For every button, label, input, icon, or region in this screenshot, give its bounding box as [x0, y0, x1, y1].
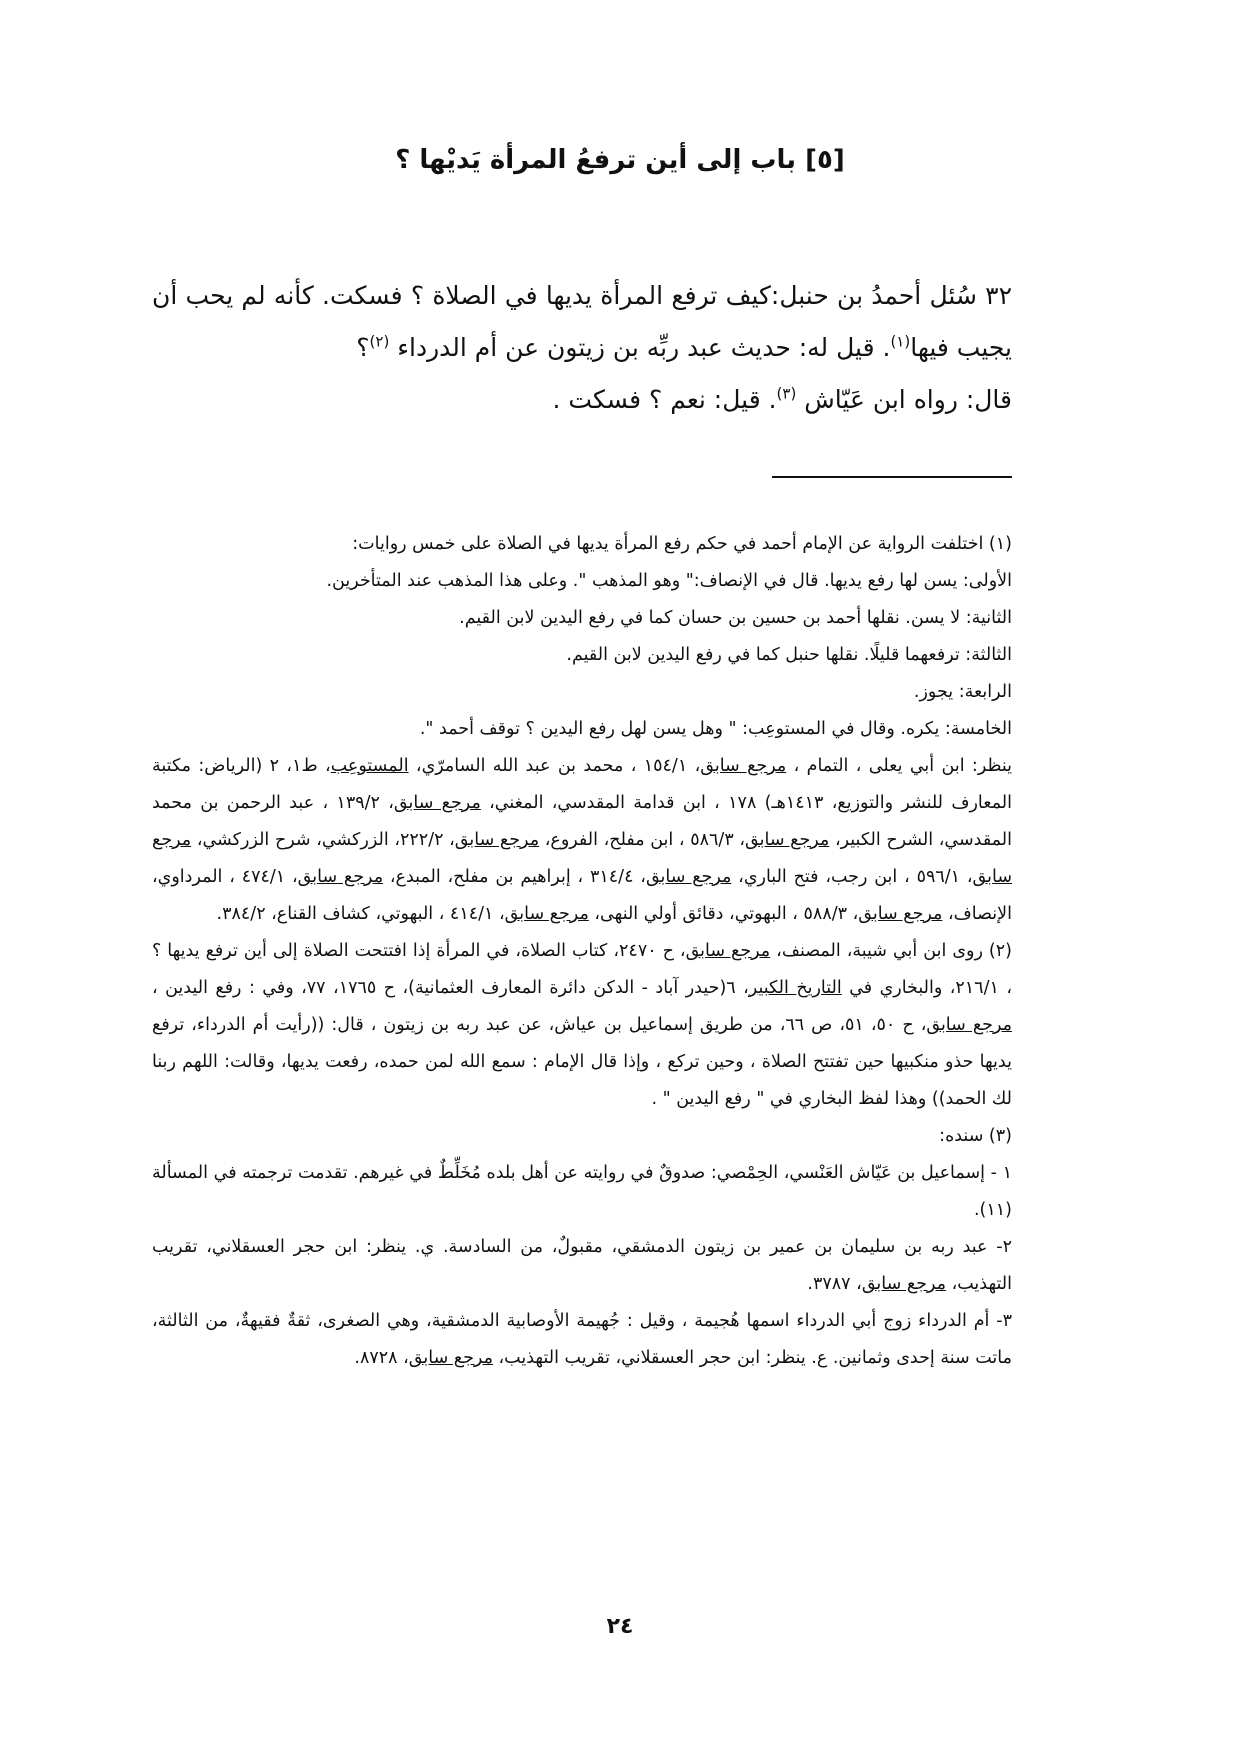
- reference-link[interactable]: مرجع سابق: [858, 904, 943, 924]
- footnote-3-intro: (٣) سنده:: [939, 1126, 1012, 1146]
- question-text-cont: . قيل له: حديث عبد ربِّه بن زيتون عن أم الدرداء: [389, 333, 891, 362]
- source-text: ، ٥٨٨/٣ ، البهوتي، دقائق أولي النهى،: [588, 904, 859, 924]
- source-text: ، ٥٨٦/٣ ، ابن مفلح، الفروع،: [539, 830, 746, 850]
- footnotes-section: [152, 526, 1012, 1377]
- reference-link[interactable]: مرجع سابق: [700, 756, 787, 776]
- reference-link[interactable]: مرجع سابق: [926, 1015, 1012, 1035]
- reference-link-tarikh[interactable]: التاريخ الكبير: [748, 978, 842, 998]
- question-paragraph: [152, 270, 1012, 374]
- question-text: ٣٢ سُئل أحمدُ بن حنبل:كيف ترفع المرأة يديها في الصلاة ؟ فسكت. كأنه لم يحب أن يجيب فيها: [152, 281, 1012, 362]
- chapter-heading: [٥] باب إلى أين ترفعُ المرأة يَديْها ؟: [395, 145, 845, 175]
- reference-link-mustawib[interactable]: المستوعِب: [330, 756, 409, 776]
- footnote-1-riwaya-3: الثالثة: ترفعهما قليلًا. نقلها حنبل كما في رفع اليدين لابن القيم.: [566, 645, 1012, 665]
- source-text: ، ح ٢٤٧٠، كتاب الصلاة، في المرأة إذا افتتحت الصلاة إلى أين ترفع يديها ؟ ، ٢١٦/١، والبخاري في: [152, 941, 1012, 998]
- source-text: ، ٣٧٨٧.: [807, 1274, 862, 1294]
- source-text: ، ٨٧٢٨.: [354, 1348, 409, 1368]
- footnote-1-riwaya-5: الخامسة: يكره. وقال في المستوعِب: " وهل يسن لهل رفع اليدين ؟ توقف أحمد ".: [419, 719, 1012, 739]
- source-text: ، ح ٥٠، ٥١، ص ٦٦، من طريق إسماعيل بن عياش، عن عبد ربه بن زيتون ، قال: ((رأيت أم الدرداء، ترفع يديها حذو منكبيها حين تفتتح الصلاة ، وحين تركع ، وإذا قال الإمام : سمع الله لمن حمده، رفعت يديها، وقالت: اللهم ربنا لك الحمد)) وهذا لفظ البخاري في " رفع اليدين " .: [152, 1015, 1012, 1109]
- footnote-1-sources: [152, 748, 1012, 933]
- source-text: ، ط١، ٢ (الرياض: مكتبة المعارف للنشر والتوزيع، ١٤١٣هـ) ١٧٨ ، ابن قدامة المقدسي، المغني،: [152, 756, 1013, 813]
- source-text: ٣- أم الدرداء زوج أبي الدرداء اسمها هُجيمة ، وقيل : جُهيمة الأوصابية الدمشقية، وهي الصغرى، ثقةٌ فقيهةٌ، من الثالثة، ماتت سنة إحدى وثمانين. ع. ينظر: ابن حجر العسقلاني، تقريب التهذيب،: [152, 1311, 1012, 1368]
- source-text: ، ٢٢٢/٢، الزركشي، شرح الزركشي،: [191, 830, 455, 850]
- reference-link[interactable]: مرجع سابق: [393, 793, 481, 813]
- reference-link[interactable]: مرجع سابق: [454, 830, 540, 850]
- source-text: ، ٤٧٤/١ ، المرداوي، الإنصاف،: [152, 867, 1012, 924]
- main-body: [152, 270, 1012, 426]
- page-number: ٢٤: [606, 1614, 634, 1639]
- footnote-1-riwaya-1: الأولى: يسن لها رفع يديها. قال في الإنصاف:" وهو المذهب ". وعلى هذا المذهب عند المتأخرين.: [326, 571, 1012, 591]
- footnote-3-narrator-2: [152, 1229, 1012, 1303]
- answer-text-cont: . قيل: نعم ؟ فسكت .: [552, 385, 777, 414]
- question-mark: ؟: [356, 333, 370, 362]
- source-text: ينظر: ابن أبي يعلى ، التمام ،: [786, 756, 1012, 776]
- footnote-3-narrator-3: [152, 1303, 1012, 1377]
- source-text: ، ١٥٤/١ ، محمد بن عبد الله السامرّي،: [408, 756, 701, 776]
- source-text: ، ١٣٩/٢ ، عبد الرحمن بن محمد المقدسي، الشرح الكبير،: [152, 793, 1012, 850]
- footnote-1-intro: (١) اختلفت الرواية عن الإمام أحمد في حكم رفع المرأة يديها في الصلاة على خمس روايات:: [352, 534, 1012, 554]
- answer-text: قال: رواه ابن عَيّاش: [796, 385, 1012, 414]
- footnote-ref-1[interactable]: (١): [890, 332, 911, 351]
- reference-link[interactable]: مرجع سابق: [861, 1274, 946, 1294]
- reference-link[interactable]: مرجع سابق: [504, 904, 589, 924]
- footnote-ref-3[interactable]: (٣): [776, 384, 797, 403]
- footnote-2: [152, 933, 1012, 1118]
- reference-link[interactable]: مرجع سابق: [745, 830, 830, 850]
- source-text: ، ٥٩٦/١ ، ابن رجب، فتح الباري،: [731, 867, 973, 887]
- footnote-3-narrator-1: ١ - إسماعيل بن عَيّاش العَنْسي، الحِمْصي: صدوقٌ في روايته عن أهل بلده مُخَلِّطٌ في غيرهم. تقدمت ترجمته في المسألة (١١).: [152, 1163, 1012, 1220]
- source-text: ٢- عبد ربه بن سليمان بن عمير بن زيتون الدمشقي، مقبولٌ، من السادسة. ي. ينظر: ابن حجر العسقلاني، تقريب التهذيب،: [152, 1237, 1012, 1294]
- source-text: ، ٣١٤/٤ ، إبراهيم بن مفلح، المبدع،: [383, 867, 646, 887]
- answer-paragraph: [152, 374, 1012, 426]
- reference-link[interactable]: مرجع سابق: [152, 830, 1012, 887]
- source-text: (٢) روى ابن أبي شيبة، المصنف،: [770, 941, 1012, 961]
- reference-link[interactable]: مرجع سابق: [297, 867, 384, 887]
- reference-link[interactable]: مرجع سابق: [645, 867, 732, 887]
- source-text: ، ٦(حيدر آباد - الدكن دائرة المعارف العثمانية)، ح ١٧٦٥، ٧٧، وفي : رفع اليدين ،: [152, 978, 749, 998]
- footnote-ref-2[interactable]: (٢): [369, 332, 390, 351]
- reference-link[interactable]: مرجع سابق: [685, 941, 771, 961]
- reference-link[interactable]: مرجع سابق: [408, 1348, 493, 1368]
- source-text: ، ٤١٤/١ ، البهوتي، كشاف القناع، ٣٨٤/٢.: [216, 904, 505, 924]
- footnote-1-riwaya-4: الرابعة: يجوز.: [913, 682, 1012, 702]
- footnote-1-riwaya-2: الثانية: لا يسن. نقلها أحمد بن حسين بن حسان كما في رفع اليدين لابن القيم.: [459, 608, 1012, 628]
- footnote-separator: [772, 476, 1012, 478]
